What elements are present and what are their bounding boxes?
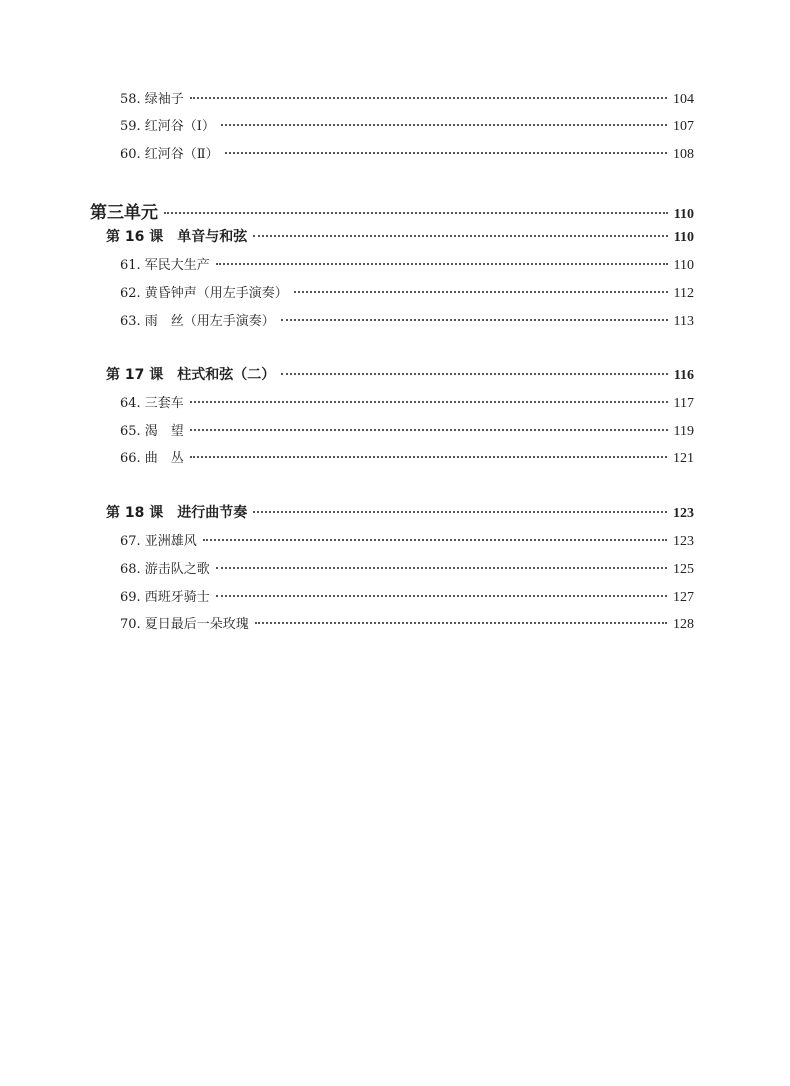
toc-entry-63[interactable]	[120, 310, 694, 330]
toc-lesson-17[interactable]	[106, 364, 694, 384]
toc-entry-58[interactable]	[120, 88, 694, 108]
dot-leader	[255, 622, 667, 624]
toc-entry-label: 63. 雨 丝（用左手演奏）	[120, 314, 275, 329]
toc-entry-67[interactable]	[120, 530, 694, 550]
toc-page-number: 116	[673, 368, 694, 383]
dot-leader	[294, 291, 668, 293]
toc-entry-label: 66. 曲 丛	[120, 451, 184, 466]
toc-entry-label: 62. 黄昏钟声（用左手演奏）	[120, 286, 288, 301]
toc-entry-label: 68. 游击队之歌	[120, 562, 210, 577]
toc-page-number: 117	[673, 396, 694, 411]
toc-entry-62[interactable]	[120, 282, 694, 302]
toc-lesson-18[interactable]	[106, 502, 694, 522]
toc-entry-64[interactable]	[120, 392, 694, 412]
dot-leader	[221, 124, 667, 126]
dot-leader	[216, 595, 667, 597]
dot-leader	[281, 319, 668, 321]
toc-entry-69[interactable]	[120, 586, 694, 606]
toc-entry-68[interactable]	[120, 558, 694, 578]
dot-leader	[190, 429, 668, 431]
dot-leader	[216, 263, 668, 265]
lesson-heading: 第 17 课 柱式和弦（二）	[106, 367, 276, 383]
toc-entry-59[interactable]	[120, 115, 694, 135]
toc-entry-60[interactable]	[120, 143, 694, 163]
toc-page-number: 107	[673, 119, 694, 134]
toc-page-number: 110	[673, 230, 694, 245]
dot-leader	[164, 212, 668, 214]
unit-heading: 第三单元	[90, 203, 158, 223]
toc-page-number: 112	[673, 286, 694, 301]
toc-page-number: 128	[673, 617, 694, 632]
toc-page-number: 123	[673, 506, 694, 521]
lesson-heading: 第 18 课 进行曲节奏	[106, 505, 248, 521]
toc-page-number: 121	[673, 451, 694, 466]
toc-page-number: 104	[673, 92, 694, 107]
lesson-heading: 第 16 课 单音与和弦	[106, 229, 248, 245]
toc-entry-label: 69. 西班牙骑士	[120, 590, 210, 605]
toc-entry-label: 65. 渴 望	[120, 424, 184, 439]
toc-unit-3[interactable]	[90, 198, 694, 223]
dot-leader	[216, 567, 667, 569]
dot-leader	[281, 373, 668, 375]
dot-leader	[190, 456, 667, 458]
dot-leader	[253, 235, 668, 237]
toc-entry-65[interactable]	[120, 420, 694, 440]
toc-entry-70[interactable]	[120, 613, 694, 633]
toc-page-number: 119	[673, 424, 694, 439]
dot-leader	[203, 539, 667, 541]
dot-leader	[190, 401, 668, 403]
toc-page-number: 123	[673, 534, 694, 549]
toc-entry-66[interactable]	[120, 447, 694, 467]
dot-leader	[253, 511, 667, 513]
toc-entry-label: 70. 夏日最后一朵玫瑰	[120, 617, 249, 632]
toc-entry-label: 64. 三套车	[120, 396, 184, 411]
toc-page-number: 108	[673, 147, 694, 162]
toc-entry-label: 58. 绿袖子	[120, 92, 184, 107]
toc-entry-label: 60. 红河谷（Ⅱ）	[120, 147, 219, 162]
toc-page-number: 110	[673, 207, 694, 222]
toc-page-number: 125	[673, 562, 694, 577]
toc-entry-label: 59. 红河谷（Ⅰ）	[120, 119, 215, 134]
dot-leader	[190, 97, 667, 99]
toc-lesson-16[interactable]	[106, 226, 694, 246]
toc-entry-61[interactable]	[120, 254, 694, 274]
toc-page-number: 110	[673, 258, 694, 273]
toc-page-number: 127	[673, 590, 694, 605]
toc-entry-label: 67. 亚洲雄风	[120, 534, 197, 549]
toc-entry-label: 61. 军民大生产	[120, 258, 210, 273]
dot-leader	[225, 152, 667, 154]
toc-page-number: 113	[673, 314, 694, 329]
